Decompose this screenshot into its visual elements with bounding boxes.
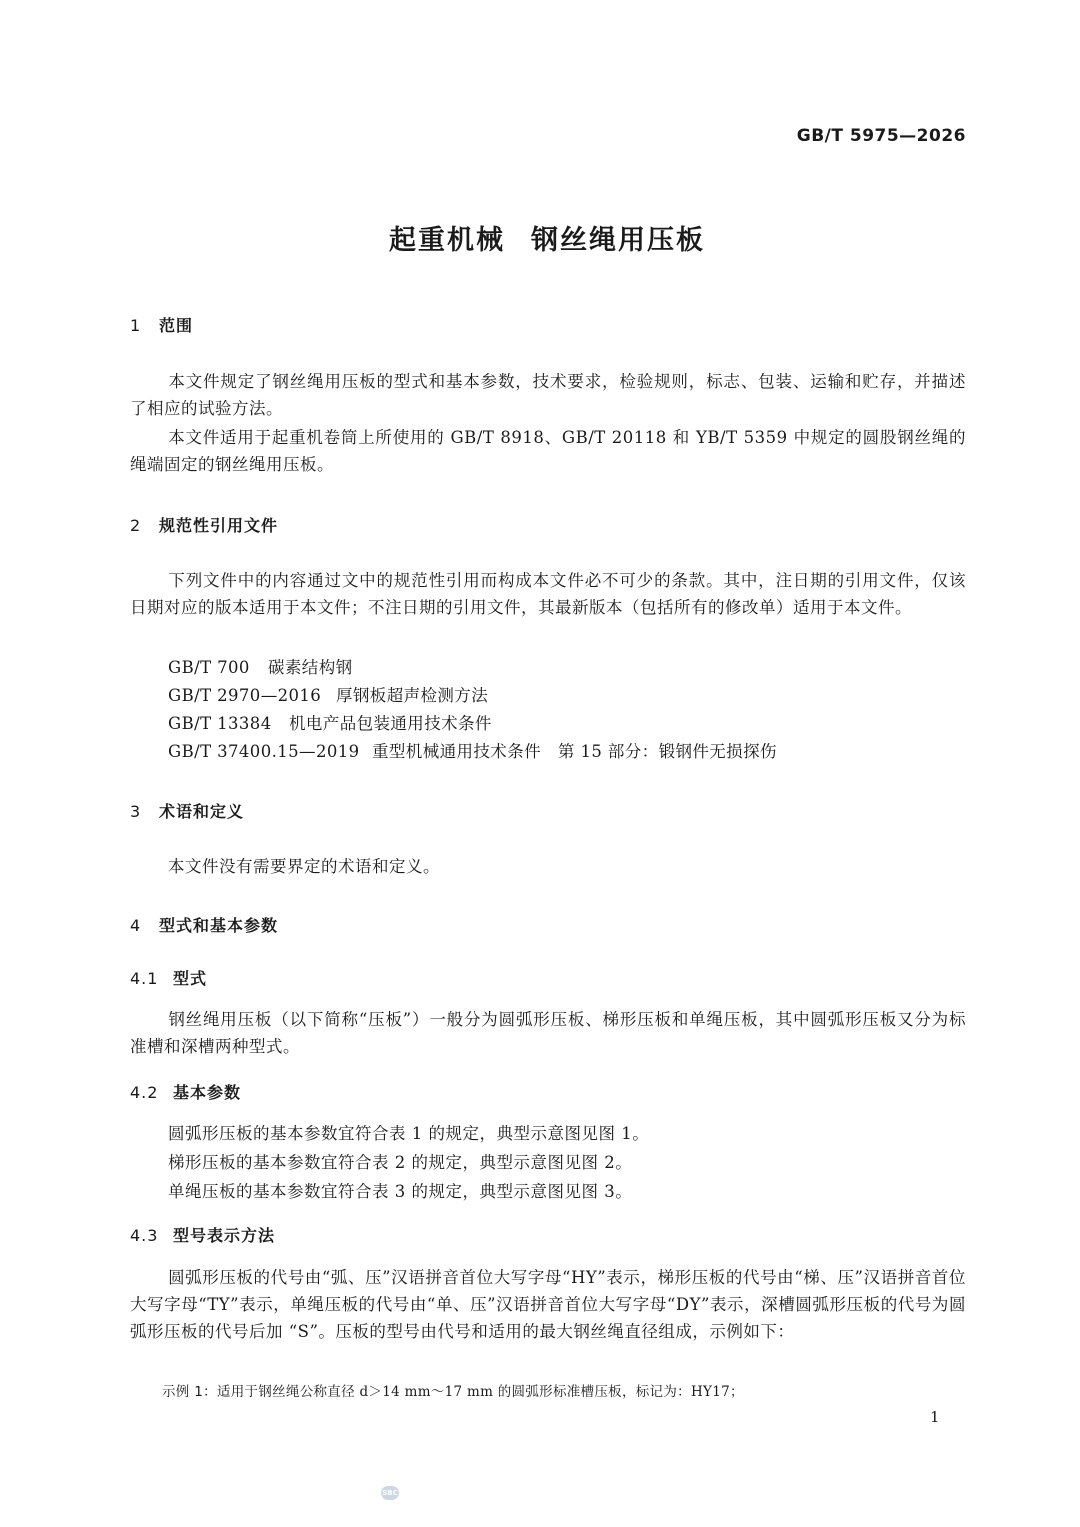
parameters-paragraph-1: 圆弧形压板的基本参数宜符合表 1 的规定，典型示意图见图 1。 — [168, 1124, 650, 1143]
reference-title: 厚钢板超声检测方法 — [336, 686, 489, 705]
section-1-heading — [130, 313, 193, 336]
normative-references-paragraph: 下列文件中的内容通过文中的规范性引用而构成本文件必不可少的条款。其中，注日期的引用文件，仅该日期对应的版本适用于本文件；不注日期的引用文件，其最新版本（包括所有的修改单）适用于本文件。 — [130, 571, 966, 617]
model-designation-paragraph: 圆弧形压板的代号由“弧、压”汉语拼音首位大写字母“HY”表示，梯形压板的代号由“梯、压”汉语拼音首位大写字母“TY”表示，单绳压板的代号由“单、压”汉语拼音首位大写字母“DY”表示，深槽圆弧形压板的代号为圆弧形压板的代号后加 “S”。压板的型号由代号和适用的最大钢丝绳直径组成，示例如下： — [130, 1268, 966, 1341]
example-1 — [162, 1380, 744, 1400]
section-2-heading — [130, 513, 278, 536]
section-title: 型号表示方法 — [173, 1226, 276, 1245]
section-number: 2 — [130, 516, 142, 535]
parameters-paragraph-2: 梯形压板的基本参数宜符合表 2 的规定，典型示意图见图 2。 — [168, 1153, 633, 1172]
type-paragraph: 钢丝绳用压板（以下简称“压板”）一般分为圆弧形压板、梯形压板和单绳压板，其中圆弧形压板又分为标准槽和深槽两种型式。 — [130, 1010, 966, 1056]
scope-paragraph-2: 本文件适用于起重机卷筒上所使用的 GB/T 8918、GB/T 20118 和 YB/T 5359 中规定的圆股钢丝绳的绳端固定的钢丝绳用压板。 — [130, 428, 966, 474]
section-title: 基本参数 — [173, 1083, 242, 1102]
reference-item — [168, 738, 777, 762]
title-part-1: 起重机械 — [389, 225, 505, 256]
section-4-2-heading — [130, 1080, 241, 1103]
reference-title: 机电产品包装通用技术条件 — [289, 714, 492, 733]
reference-title: 碳素结构钢 — [268, 658, 353, 677]
reference-item — [168, 710, 492, 734]
terms-paragraph: 本文件没有需要界定的术语和定义。 — [168, 857, 440, 876]
section-number: 4.2 — [130, 1083, 159, 1102]
section-title: 型式 — [173, 969, 208, 988]
section-number: 1 — [130, 316, 142, 335]
parameters-paragraph-3: 单绳压板的基本参数宜符合表 3 的规定，典型示意图见图 3。 — [168, 1182, 633, 1201]
watermark-logo: SBC — [381, 1486, 399, 1500]
section-number: 3 — [130, 802, 142, 821]
document-title — [0, 218, 1080, 257]
reference-code: GB/T 2970—2016 — [168, 686, 322, 705]
section-title: 规范性引用文件 — [159, 516, 279, 535]
standard-code: GB/T 5975—2026 — [796, 126, 966, 146]
section-number: 4.1 — [130, 969, 159, 988]
reference-title: 重型机械通用技术条件 第 15 部分：锻钢件无损探伤 — [372, 742, 777, 761]
reference-code: GB/T 13384 — [168, 714, 272, 733]
example-text: 适用于钢丝绳公称直径 d＞14 mm～17 mm 的圆弧形标准槽压板，标记为：HY17； — [216, 1384, 744, 1400]
section-4-heading — [130, 913, 278, 936]
reference-code: GB/T 700 — [168, 658, 250, 677]
reference-code: GB/T 37400.15—2019 — [168, 742, 360, 761]
section-number: 4.3 — [130, 1226, 159, 1245]
section-title: 型式和基本参数 — [159, 916, 279, 935]
section-4-3-heading — [130, 1223, 275, 1246]
scope-paragraph-1: 本文件规定了钢丝绳用压板的型式和基本参数，技术要求，检验规则，标志、包装、运输和贮存，并描述了相应的试验方法。 — [130, 372, 966, 418]
example-label: 示例 1： — [162, 1384, 217, 1400]
section-4-1-heading — [130, 966, 207, 989]
page-number: 1 — [930, 1408, 940, 1426]
section-title: 范围 — [159, 316, 194, 335]
title-part-2: 钢丝绳用压板 — [531, 225, 705, 256]
reference-item — [168, 682, 488, 706]
section-title: 术语和定义 — [159, 802, 245, 821]
reference-item — [168, 654, 353, 678]
section-number: 4 — [130, 916, 142, 935]
section-3-heading — [130, 799, 244, 822]
